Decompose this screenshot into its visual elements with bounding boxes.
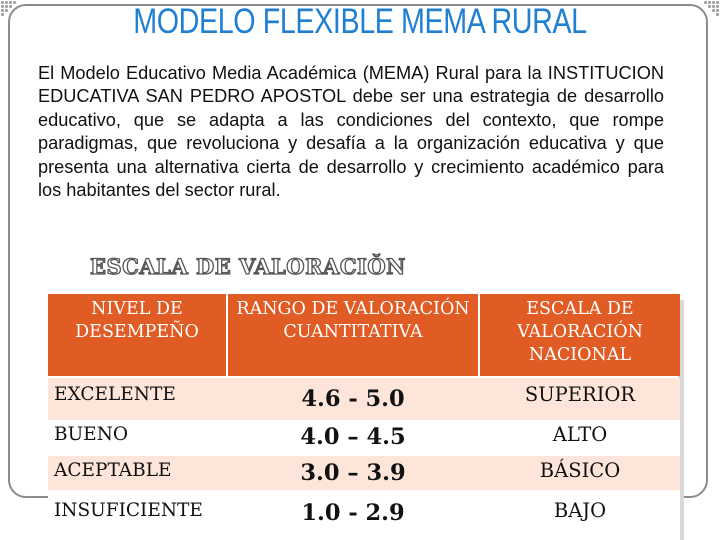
body-paragraph: El Modelo Educativo Media Académica (MEMA) Rural para la INSTITUCION EDUCATIVA SAN PEDRO APOSTOL debe ser una estrategia de desarrollo educativo, que se adapta a las condiciones del contexto, que rompe paradigmas, que revoluciona y desafía a la organización educativa y que presenta una alternativa cierta de desarrollo y crecimiento académico para los habitantes del sector rural. <box>38 63 664 201</box>
corner-dot <box>712 9 715 12</box>
corner-dot <box>716 1 719 4</box>
corner-dot <box>1 13 4 16</box>
header-quantitative-range: RANGO DE VALORACIÓN CUANTITATIVA <box>228 294 478 376</box>
corner-dot <box>712 5 715 8</box>
level-cell: ACEPTABLE <box>54 460 172 481</box>
range-cell: 4.0 – 4.5 <box>300 424 406 450</box>
corner-dot <box>712 1 715 4</box>
header-performance-level: NIVEL DE DESEMPEÑO <box>48 294 226 376</box>
range-cell: 4.6 - 5.0 <box>301 386 405 412</box>
level-cell: BUENO <box>54 424 129 445</box>
corner-dot <box>13 1 16 4</box>
corner-dot <box>1 5 4 8</box>
corner-dot <box>704 1 707 4</box>
corner-dot <box>716 13 719 16</box>
national-cell: SUPERIOR <box>524 383 636 406</box>
scale-heading: ESCALA DE VALORACIŎN <box>90 254 406 279</box>
national-cell: BAJO <box>553 499 607 522</box>
corner-dot <box>9 5 12 8</box>
level-cell: INSUFICIENTE <box>54 500 203 521</box>
corner-dot <box>716 5 719 8</box>
corner-dot <box>5 1 8 4</box>
corner-dot <box>716 9 719 12</box>
corner-dot <box>5 9 8 12</box>
valuation-table <box>48 294 680 540</box>
national-cell: ALTO <box>552 423 608 446</box>
corner-dot <box>1 9 4 12</box>
corner-dot <box>5 5 8 8</box>
slide-title: MODELO FLEXIBLE MEMA RURAL <box>133 2 587 41</box>
header-national-scale: ESCALA DE VALORACIÓN NACIONAL <box>480 294 680 376</box>
corner-dot <box>1 1 4 4</box>
range-cell: 3.0 – 3.9 <box>300 460 406 486</box>
corner-dot <box>708 1 711 4</box>
range-cell: 1.0 - 2.9 <box>301 500 405 526</box>
level-cell: EXCELENTE <box>54 384 176 405</box>
corner-dot <box>9 1 12 4</box>
corner-dots-left <box>0 0 18 18</box>
national-cell: BÁSICO <box>539 459 621 482</box>
corner-dot <box>708 5 711 8</box>
corner-dots-right <box>702 0 720 18</box>
